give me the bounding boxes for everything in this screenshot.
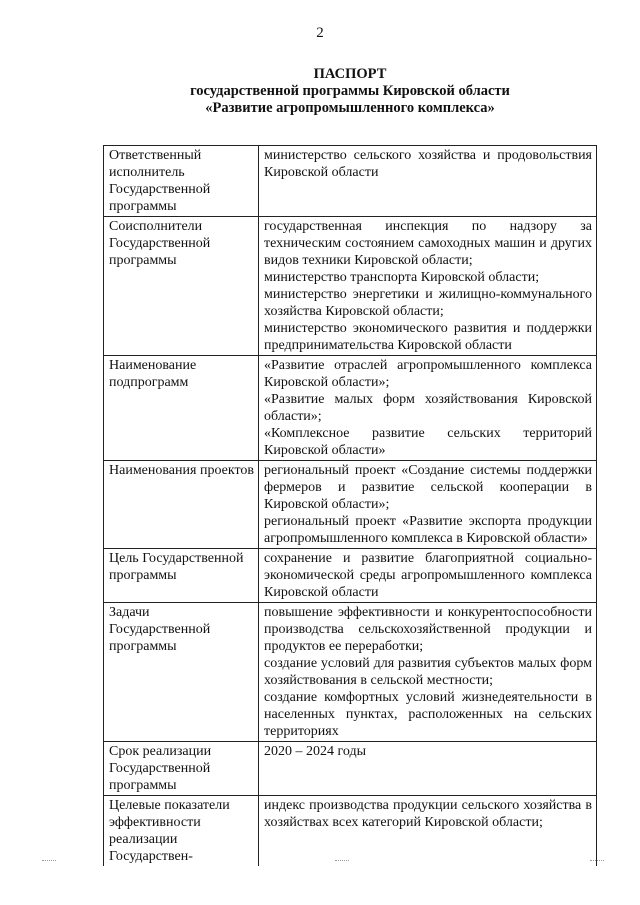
passport-row [104, 461, 597, 549]
value-paragraph: государственная инспекция по надзору за техническим состоянием самоходных машин и других видов техники Кировской области; [264, 219, 592, 268]
passport-row [104, 742, 597, 796]
document-title [100, 66, 600, 117]
passport-row [104, 356, 597, 461]
value-paragraph: 2020 – 2024 годы [264, 744, 367, 759]
row-label: Задачи Государственной программы [104, 603, 259, 742]
scan-mark [590, 860, 604, 863]
row-label: Цель Государственной программы [104, 549, 259, 603]
passport-table [103, 145, 597, 866]
row-label: Ответственный исполнитель Государственной программы [104, 146, 259, 217]
value-paragraph: региональный проект «Развитие экспорта продукции агропромышленного комплекса в Кировской области» [264, 514, 592, 546]
value-paragraph: «Развитие малых форм хозяйствования Кировской области»; [264, 392, 592, 424]
row-value [259, 146, 597, 217]
scan-mark [335, 860, 349, 863]
value-paragraph: министерство сельского хозяйства и продовольствия Кировской области [264, 148, 592, 180]
title-line-3: «Развитие агропромышленного комплекса» [205, 100, 495, 116]
title-line-1: ПАСПОРТ [313, 66, 387, 82]
value-paragraph: министерство экономического развития и поддержки предпринимательства Кировской области [264, 321, 592, 353]
row-value [259, 742, 597, 796]
page-number: 2 [316, 25, 324, 41]
title-line-2: государственной программы Кировской области [190, 83, 510, 99]
value-paragraph: создание комфортных условий жизнедеятельности в населенных пунктах, расположенных на сельских территориях [264, 690, 592, 739]
row-value [259, 217, 597, 356]
value-paragraph: сохранение и развитие благоприятной социально-экономической среды агропромышленного комплекса Кировской области [264, 551, 592, 600]
scan-marks [0, 860, 640, 880]
row-value [259, 549, 597, 603]
row-value [259, 796, 597, 867]
value-paragraph: индекс производства продукции сельского хозяйства в хозяйствах всех категорий Кировской области; [264, 798, 592, 830]
row-value [259, 603, 597, 742]
row-label: Наименование подпрограмм [104, 356, 259, 461]
passport-row [104, 146, 597, 217]
row-label: Срок реализации Государственной программы [104, 742, 259, 796]
scan-mark [42, 860, 56, 863]
value-paragraph: министерство энергетики и жилищно-коммунального хозяйства Кировской области; [264, 287, 592, 319]
passport-row [104, 549, 597, 603]
row-value [259, 461, 597, 549]
passport-row [104, 217, 597, 356]
value-paragraph: создание условий для развития субъектов малых форм хозяйствования в сельской местности; [264, 656, 592, 688]
row-label: Соисполнители Государственной программы [104, 217, 259, 356]
passport-row [104, 796, 597, 867]
value-paragraph: региональный проект «Создание системы поддержки фермеров и развитие сельской кооперации в Кировской области»; [264, 463, 592, 512]
value-paragraph: «Развитие отраслей агропромышленного комплекса Кировской области»; [264, 358, 592, 390]
passport-row [104, 603, 597, 742]
value-paragraph: министерство транспорта Кировской области; [264, 270, 540, 285]
row-value [259, 356, 597, 461]
value-paragraph: повышение эффективности и конкурентоспособности производства сельскохозяйственной продукции и продуктов ее переработки; [264, 605, 592, 654]
row-label: Наименования проектов [104, 461, 259, 549]
row-label: Целевые показатели эффективности реализации Государствен- [104, 796, 259, 867]
value-paragraph: «Комплексное развитие сельских территорий Кировской области» [264, 426, 592, 458]
